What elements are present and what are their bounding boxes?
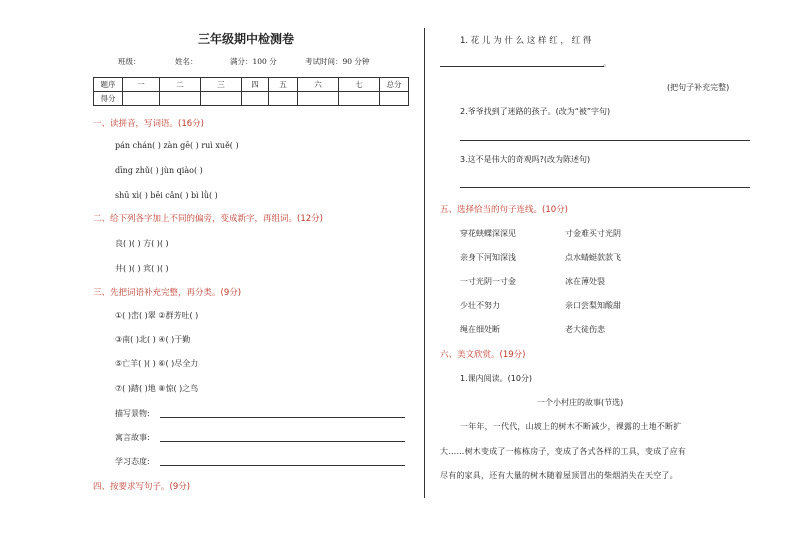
match-left-item[interactable]: 亲身下河知深浅: [460, 253, 516, 262]
score-table-score-row: [94, 92, 409, 106]
question-1-period: 。: [603, 59, 611, 68]
match-right-item[interactable]: 寸金难买寸光阴: [565, 229, 621, 238]
score-row-label: 得分: [94, 92, 123, 106]
exam-time-label: 考试时间：90 分钟: [305, 57, 370, 66]
match-right-item[interactable]: 点水蜻蜓款款飞: [565, 253, 621, 262]
idiom-line: ③南( )北( ) ④( )于勤: [115, 335, 191, 344]
passage-line: 尽有的家具，还有大量的树木随着屋顶冒出的柴烟消失在天空了。: [440, 471, 678, 480]
score-header-cell: 七: [339, 78, 380, 92]
answer-line[interactable]: [460, 140, 750, 141]
question-3: 3.这不是伟大的奇观吗?(改为陈述句): [460, 155, 591, 164]
passage-line: 一年年，一代代，山坡上的树木不断减少，裸露的土地不断扩: [460, 422, 682, 431]
match-left-item[interactable]: 少壮不努力: [460, 301, 500, 310]
question-1: 1. 花 儿 为 什 么 这 样 红 ， 红 得: [460, 36, 592, 46]
match-left-item[interactable]: 穿花蛱蝶深深见: [460, 229, 516, 238]
section-2-title: 二、给下列各字加上不同的偏旁，变成新字，再组词。(12分): [93, 214, 323, 224]
score-header-cell: 总分: [380, 78, 409, 92]
score-header-cell: 题序: [94, 78, 123, 92]
class-label: 班级：: [118, 57, 141, 66]
full-score-label: 满分：100 分: [230, 57, 277, 66]
idiom-line: ⑦( )踏( )地 ⑧惊( )之鸟: [115, 384, 199, 393]
section-6-title: 六、美文欣赏。(19分): [440, 350, 526, 360]
section-5-title: 五、选择恰当的句子连线。(10分): [440, 205, 568, 215]
category-label-scenery: 描写景物:: [115, 409, 150, 418]
pinyin-line: dīng zhǔ( ) jùn qiào( ): [115, 166, 203, 175]
idiom-line: ①( )峦( )翠 ②群芳吐( ): [115, 311, 199, 320]
section-4-title: 四、按要求写句子。(9分): [93, 482, 191, 492]
score-cell[interactable]: [242, 92, 269, 106]
column-divider: [424, 28, 425, 498]
score-cell[interactable]: [201, 92, 242, 106]
radical-line: 井( )( ) 宾( )( ): [115, 264, 169, 273]
match-left-item[interactable]: 绳在细处断: [460, 325, 500, 334]
score-cell[interactable]: [298, 92, 339, 106]
question-2: 2.爷爷找到了迷路的孩子。(改为“被”字句): [460, 107, 611, 116]
score-cell[interactable]: [380, 92, 409, 106]
radical-line: 良( )( ) 方( )( ): [115, 239, 169, 248]
score-header-cell: 二: [160, 78, 201, 92]
pinyin-line: shū xì( ) bēi cǎn( ) bì lǜ( ): [115, 191, 218, 200]
answer-line[interactable]: [160, 417, 405, 418]
passage-line: 大……树木变成了一栋栋房子，变成了各式各样的工具，变成了应有: [440, 447, 686, 456]
match-right-item[interactable]: 亲口尝梨知酸甜: [565, 301, 621, 310]
answer-line[interactable]: [440, 66, 604, 67]
match-right-item[interactable]: 老大徒伤悲: [565, 325, 605, 334]
question-1-note: (把句子补充完整): [667, 83, 730, 92]
match-right-item[interactable]: 冰在薄处裂: [565, 277, 605, 286]
score-header-cell: 六: [298, 78, 339, 92]
score-table: [93, 77, 409, 106]
answer-line[interactable]: [160, 465, 405, 466]
category-label-fable: 寓言故事:: [115, 433, 150, 442]
section-3-title: 三、先把词语补充完整，再分类。(9分): [93, 288, 242, 298]
score-header-cell: 五: [269, 78, 298, 92]
answer-line[interactable]: [460, 187, 750, 188]
name-label: 姓名：: [175, 57, 198, 66]
passage-title: 一个小村庄的故事(节选): [537, 398, 624, 407]
match-left-item[interactable]: 一寸光阴一寸金: [460, 277, 516, 286]
pinyin-line: pán chán( ) zàn gē( ) ruì xuě( ): [115, 141, 239, 150]
section-1-title: 一、读拼音，写词语。(16分): [93, 119, 204, 129]
score-header-cell: 一: [123, 78, 160, 92]
idiom-line: ⑤亡羊( )( ) ⑥( )尽全力: [115, 359, 199, 368]
score-cell[interactable]: [160, 92, 201, 106]
reading-subtitle: 1.课内阅读。(10分): [460, 374, 533, 383]
score-table-header-row: [94, 78, 409, 92]
score-cell[interactable]: [339, 92, 380, 106]
score-cell[interactable]: [269, 92, 298, 106]
score-header-cell: 四: [242, 78, 269, 92]
score-header-cell: 三: [201, 78, 242, 92]
answer-line[interactable]: [160, 441, 405, 442]
score-cell[interactable]: [123, 92, 160, 106]
page-title: 三年级期中检测卷: [198, 32, 295, 46]
category-label-attitude: 学习态度:: [115, 457, 150, 466]
